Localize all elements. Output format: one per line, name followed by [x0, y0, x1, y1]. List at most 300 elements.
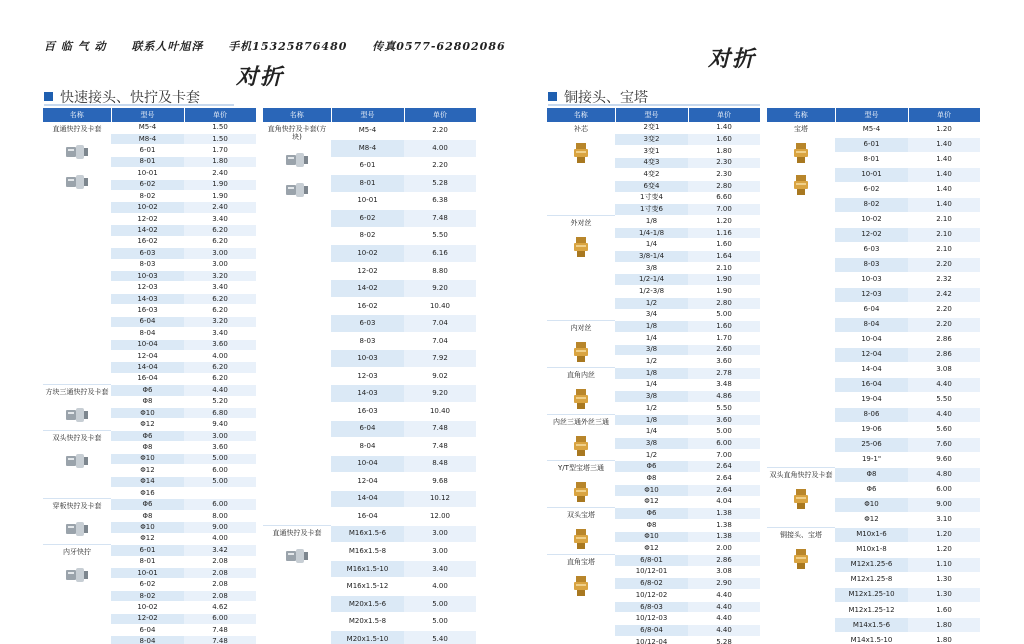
price-cell: 2.32 [908, 272, 980, 287]
product-group-cell [547, 554, 615, 644]
price-cell: 3.60 [688, 356, 760, 368]
pneumatic-fitting-icon [64, 518, 90, 542]
model-cell: Φ6 [111, 430, 184, 441]
model-cell: Φ12 [111, 533, 184, 544]
col-header-model: 型号 [331, 108, 404, 122]
product-group-cell [547, 216, 615, 321]
price-cell: 5.00 [184, 476, 256, 487]
product-group-name: 直通快拧及卡套 [52, 125, 102, 133]
model-cell: Φ8 [615, 473, 688, 485]
price-cell: 2.90 [688, 578, 760, 590]
model-cell: 12-04 [111, 350, 184, 361]
model-cell: 14-04 [331, 490, 404, 508]
model-cell: 10/12-01 [615, 566, 688, 578]
table-row [263, 122, 476, 140]
model-cell: 10-02 [111, 202, 184, 213]
price-cell: 6.20 [184, 293, 256, 304]
col-header-price: 单价 [184, 108, 256, 122]
price-cell: 5.00 [404, 613, 476, 631]
product-group-cell [547, 508, 615, 555]
model-cell: Φ10 [615, 484, 688, 496]
model-cell: Φ8 [111, 396, 184, 407]
product-group-cell [547, 367, 615, 414]
price-cell: 1.30 [908, 572, 980, 587]
table-row [547, 461, 760, 473]
price-cell: 2.08 [184, 556, 256, 567]
price-cell: 5.28 [688, 636, 760, 644]
price-cell: 2.64 [688, 484, 760, 496]
model-cell: 10-02 [331, 245, 404, 263]
price-cell: 1.38 [688, 508, 760, 520]
model-cell: 6/8-01 [615, 554, 688, 566]
model-cell: 10-03 [835, 272, 908, 287]
model-cell: 16-04 [835, 377, 908, 392]
model-cell: 6-01 [111, 145, 184, 156]
product-group-name: 内对丝 [570, 324, 592, 333]
table-row [43, 499, 256, 510]
product-group-cell [43, 545, 111, 644]
price-cell: 2.86 [688, 554, 760, 566]
model-cell: 6-04 [111, 625, 184, 636]
section-bullet-icon [548, 92, 557, 101]
price-cell: 8.48 [404, 455, 476, 473]
price-cell: 4.00 [184, 533, 256, 544]
model-cell: 10-03 [331, 350, 404, 368]
price-cell: 3.08 [688, 566, 760, 578]
price-cell: 1.60 [688, 239, 760, 251]
product-group-cell [43, 430, 111, 499]
model-cell: Φ6 [615, 461, 688, 473]
col-header-name: 名称 [43, 108, 111, 122]
product-group-name: 直角内丝 [567, 370, 595, 379]
price-cell: 4.40 [184, 385, 256, 396]
price-cell: 2.20 [908, 317, 980, 332]
brass-fitting-icon [570, 340, 592, 366]
model-cell: 10-01 [111, 168, 184, 179]
model-cell: 6/8-03 [615, 601, 688, 613]
pneumatic-fitting-icon [284, 179, 310, 203]
model-cell: 1/4 [615, 332, 688, 344]
model-cell: Φ8 [615, 519, 688, 531]
company-name: 百 临 气 动 [44, 40, 107, 53]
product-group-name: 双头直角快拧及卡套 [769, 470, 833, 479]
model-cell: 8-01 [835, 152, 908, 167]
price-cell: 1.90 [688, 274, 760, 286]
price-cell: 3.00 [184, 259, 256, 270]
price-cell: 7.48 [404, 210, 476, 228]
price-cell: 4.40 [688, 590, 760, 602]
model-cell: M20x1.5-8 [331, 613, 404, 631]
model-cell: M14x1.5-6 [835, 618, 908, 633]
model-cell: Φ6 [835, 482, 908, 497]
model-cell: 1/2-3/8 [615, 286, 688, 298]
model-cell: 1/2 [615, 449, 688, 461]
model-cell: 8-03 [111, 259, 184, 270]
model-cell: 1/2 [615, 297, 688, 309]
price-cell: 2.20 [404, 122, 476, 140]
model-cell: 6-03 [835, 242, 908, 257]
price-cell: 9.00 [184, 522, 256, 533]
model-cell: 12-02 [835, 227, 908, 242]
price-cell: 5.60 [908, 422, 980, 437]
product-group-name: 外对丝 [570, 219, 592, 227]
price-cell: 2.10 [908, 242, 980, 257]
table-row [43, 430, 256, 441]
price-cell: 1.60 [908, 603, 980, 618]
price-cell: 3.00 [404, 525, 476, 543]
table-row [43, 122, 256, 133]
col-header-name: 名称 [263, 108, 331, 122]
model-cell: 6-01 [835, 137, 908, 152]
price-cell: 1.80 [688, 145, 760, 157]
price-cell: 12.00 [404, 508, 476, 526]
price-cell: 5.00 [688, 309, 760, 321]
model-cell: Φ10 [111, 522, 184, 533]
price-cell: 5.20 [184, 396, 256, 407]
model-cell: 6-02 [835, 182, 908, 197]
model-cell: 3/8-1/4 [615, 251, 688, 263]
product-group-name: 宝塔 [794, 125, 808, 133]
model-cell: 14-04 [835, 362, 908, 377]
model-cell: Φ6 [111, 499, 184, 510]
brass-fitting-icon [790, 141, 812, 167]
price-cell: 6.38 [404, 192, 476, 210]
price-cell: 2.40 [184, 202, 256, 213]
price-cell: 2.80 [688, 297, 760, 309]
model-cell: 6/8-04 [615, 625, 688, 637]
model-cell: 10-02 [111, 602, 184, 613]
pneumatic-fitting-icon [64, 450, 90, 474]
model-cell: M20x1.5-10 [331, 630, 404, 644]
price-cell: 6.00 [184, 465, 256, 476]
price-cell: 1.40 [908, 152, 980, 167]
table-row [43, 385, 256, 396]
price-cell: 1.40 [908, 182, 980, 197]
model-cell: 8-03 [331, 332, 404, 350]
model-cell: 10-04 [331, 455, 404, 473]
model-cell: 10-04 [835, 332, 908, 347]
mobile-number: 手机15325876480 [228, 40, 348, 53]
price-cell: 3.20 [184, 270, 256, 281]
price-cell: 2.42 [908, 287, 980, 302]
price-cell: 1.30 [908, 587, 980, 602]
model-cell: Φ10 [111, 453, 184, 464]
price-cell: 2.08 [184, 590, 256, 601]
model-cell: 14-04 [111, 362, 184, 373]
price-cell: 1.38 [688, 531, 760, 543]
price-cell: 3.40 [184, 213, 256, 224]
price-cell: 1.20 [908, 122, 980, 137]
model-cell: 1/4-1/8 [615, 227, 688, 239]
model-cell: 3/8 [615, 344, 688, 356]
product-group-name: 双头宝塔 [567, 511, 595, 520]
price-cell: 1.20 [688, 216, 760, 228]
section-bullet-icon [44, 92, 53, 101]
model-cell: 3变2 [615, 134, 688, 146]
table-row [767, 467, 980, 482]
brass-fitting-icon [790, 173, 812, 199]
price-cell: 10.12 [404, 490, 476, 508]
model-cell: 3/8 [615, 262, 688, 274]
model-cell: Φ12 [835, 512, 908, 527]
price-cell: 5.00 [688, 426, 760, 438]
model-cell: 6变4 [615, 180, 688, 192]
model-cell: 12-04 [331, 473, 404, 491]
price-cell: 7.48 [184, 625, 256, 636]
fold-mark-left: 对折 [236, 64, 285, 90]
price-cell: 3.40 [404, 560, 476, 578]
table-row [547, 367, 760, 379]
table-row [547, 414, 760, 426]
price-cell: 4.40 [688, 601, 760, 613]
model-cell: M12x1.25-10 [835, 587, 908, 602]
price-cell: 6.16 [404, 245, 476, 263]
model-cell: 2变1 [615, 122, 688, 134]
model-cell: 3/4 [615, 309, 688, 321]
col-header-name: 名称 [767, 108, 835, 122]
model-cell: 8-04 [331, 438, 404, 456]
price-table-elbow-connectors [263, 108, 477, 644]
brass-fitting-icon [570, 480, 592, 506]
price-cell: 2.10 [688, 262, 760, 274]
price-cell: 2.78 [688, 367, 760, 379]
brass-fitting-icon [570, 235, 592, 261]
price-cell: 3.60 [184, 442, 256, 453]
price-cell: 6.00 [184, 613, 256, 624]
model-cell: M14x1.5-10 [835, 633, 908, 644]
product-group-cell [263, 122, 331, 525]
model-cell: 19-06 [835, 422, 908, 437]
brass-fitting-icon [570, 387, 592, 413]
price-cell: 1.70 [688, 332, 760, 344]
model-cell: M5-4 [835, 122, 908, 137]
contact-person: 联系人叶旭泽 [131, 40, 204, 53]
model-cell: Φ8 [111, 442, 184, 453]
price-cell: 2.08 [184, 579, 256, 590]
model-cell: 14-03 [111, 293, 184, 304]
price-cell: 7.48 [404, 438, 476, 456]
model-cell: 1寸变4 [615, 192, 688, 204]
model-cell: 8-01 [331, 175, 404, 193]
model-cell: 8-03 [835, 257, 908, 272]
model-cell: 16-03 [331, 403, 404, 421]
model-cell: 6-02 [331, 210, 404, 228]
price-cell: 8.80 [404, 262, 476, 280]
product-group-cell [767, 467, 835, 527]
price-cell: 3.40 [184, 328, 256, 339]
product-group-name: 双头快拧及卡套 [52, 433, 102, 442]
price-cell: 10.40 [404, 403, 476, 421]
model-cell: 10/12-02 [615, 590, 688, 602]
product-group-name: Y/T型宝塔三通 [558, 464, 604, 473]
price-cell: 3.20 [184, 316, 256, 327]
model-cell: 6-04 [331, 420, 404, 438]
price-cell: 9.20 [404, 280, 476, 298]
price-cell: 2.64 [688, 473, 760, 485]
model-cell: Φ6 [111, 385, 184, 396]
model-cell: M5-4 [111, 122, 184, 133]
model-cell: 8-01 [111, 156, 184, 167]
model-cell: 8-06 [835, 407, 908, 422]
price-cell: 4.00 [404, 578, 476, 596]
model-cell: 19-04 [835, 392, 908, 407]
model-cell: 8-01 [111, 556, 184, 567]
brass-fitting-icon [790, 547, 812, 573]
model-cell: 6-03 [331, 315, 404, 333]
model-cell: 12-03 [331, 367, 404, 385]
model-cell: Φ12 [111, 419, 184, 430]
model-cell: Φ12 [615, 496, 688, 508]
price-cell: 2.10 [908, 212, 980, 227]
price-table-quick-connectors [43, 108, 257, 644]
price-cell: 1.90 [184, 191, 256, 202]
price-cell: 7.48 [184, 636, 256, 644]
model-cell: 1/8 [615, 216, 688, 228]
price-cell: 2.80 [688, 180, 760, 192]
price-cell: 4.40 [908, 377, 980, 392]
price-cell: 1.38 [688, 519, 760, 531]
model-cell: M8-4 [331, 140, 404, 158]
price-cell: 2.10 [908, 227, 980, 242]
price-cell: 7.92 [404, 350, 476, 368]
product-group-cell [767, 122, 835, 467]
price-cell: 9.00 [908, 497, 980, 512]
price-cell: 2.64 [688, 461, 760, 473]
price-cell: 5.50 [404, 227, 476, 245]
table-row [767, 527, 980, 542]
price-cell: 2.20 [404, 157, 476, 175]
brass-fitting-icon [570, 141, 592, 167]
price-cell: 5.00 [404, 595, 476, 613]
model-cell: 6-02 [111, 179, 184, 190]
model-cell: 14-03 [331, 385, 404, 403]
table-row [43, 545, 256, 556]
product-group-name: 内丝三通外丝三通 [553, 417, 609, 426]
price-cell: 6.60 [688, 192, 760, 204]
model-cell: 8-04 [835, 317, 908, 332]
price-cell: 6.20 [184, 225, 256, 236]
price-cell: 4.62 [184, 602, 256, 613]
pneumatic-fitting-icon [284, 545, 310, 569]
price-cell: 1.20 [908, 542, 980, 557]
price-cell: 3.48 [688, 379, 760, 391]
col-header-model: 型号 [615, 108, 688, 122]
product-group-cell [767, 527, 835, 644]
model-cell: 1/8 [615, 321, 688, 333]
model-cell: 10-01 [835, 167, 908, 182]
model-cell: 16-03 [111, 305, 184, 316]
model-cell: Φ16 [111, 488, 184, 499]
price-cell: 1.40 [688, 122, 760, 134]
product-group-name: 铜接头、宝塔 [780, 530, 822, 539]
price-cell: 3.60 [688, 414, 760, 426]
price-cell: 4.00 [404, 140, 476, 158]
model-cell: M5-4 [331, 122, 404, 140]
table-row [547, 554, 760, 566]
section-title-right [548, 89, 760, 106]
model-cell: 10-03 [111, 270, 184, 281]
model-cell: 6-02 [111, 579, 184, 590]
price-cell: 4.40 [688, 613, 760, 625]
price-cell: 9.68 [404, 473, 476, 491]
col-header-price: 单价 [688, 108, 760, 122]
price-cell: 1.16 [688, 227, 760, 239]
price-cell: 2.30 [688, 169, 760, 181]
price-cell: 5.28 [404, 175, 476, 193]
price-cell: 4.80 [908, 467, 980, 482]
price-cell: 3.10 [908, 512, 980, 527]
price-cell: 3.42 [184, 545, 256, 556]
product-group-name: 直角快拧及卡套(方块) [267, 125, 327, 142]
price-cell: 5.50 [908, 392, 980, 407]
section-right-label: 铜接头、宝塔 [564, 89, 648, 106]
model-cell: 4变2 [615, 169, 688, 181]
model-cell: Φ14 [111, 476, 184, 487]
model-cell: 6-01 [111, 545, 184, 556]
price-cell: 7.60 [908, 437, 980, 452]
model-cell: M8-4 [111, 133, 184, 144]
model-cell: 10/12-03 [615, 613, 688, 625]
model-cell: M16x1.5-6 [331, 525, 404, 543]
fold-mark-right: 对折 [708, 46, 757, 72]
model-cell: Φ12 [615, 543, 688, 555]
price-cell: 1.90 [184, 179, 256, 190]
price-cell: 2.20 [908, 257, 980, 272]
price-cell: 1.10 [908, 557, 980, 572]
model-cell: 10-01 [111, 567, 184, 578]
model-cell: 1/2 [615, 356, 688, 368]
model-cell: 6-04 [835, 302, 908, 317]
model-cell: 1/4 [615, 239, 688, 251]
price-cell: 7.00 [688, 204, 760, 216]
brass-fitting-icon [570, 527, 592, 553]
col-header-model: 型号 [111, 108, 184, 122]
model-cell: M20x1.5-6 [331, 595, 404, 613]
model-cell: Φ10 [835, 497, 908, 512]
price-cell: 3.00 [184, 248, 256, 259]
model-cell: Φ10 [111, 408, 184, 419]
table-row [263, 525, 476, 543]
price-cell: 1.20 [908, 527, 980, 542]
model-cell: 8-02 [111, 590, 184, 601]
price-cell: 2.30 [688, 157, 760, 169]
model-cell: 12-03 [835, 287, 908, 302]
model-cell: 1/8 [615, 414, 688, 426]
price-cell: 1.80 [908, 618, 980, 633]
price-cell: 6.20 [184, 236, 256, 247]
price-cell: 2.00 [688, 543, 760, 555]
product-group-name: 补芯 [574, 125, 588, 133]
price-cell: 4.86 [688, 391, 760, 403]
price-cell: 6.20 [184, 305, 256, 316]
product-group-cell [43, 385, 111, 431]
price-cell: 7.00 [688, 449, 760, 461]
model-cell: 25-06 [835, 437, 908, 452]
col-header-price: 单价 [404, 108, 476, 122]
price-cell: 2.86 [908, 347, 980, 362]
table-row [547, 321, 760, 333]
table-row [767, 122, 980, 137]
price-cell: 3.08 [908, 362, 980, 377]
pneumatic-fitting-icon [64, 404, 90, 428]
price-cell: 2.20 [908, 302, 980, 317]
model-cell: Φ10 [615, 531, 688, 543]
price-cell: 9.20 [404, 385, 476, 403]
price-cell: 2.40 [184, 168, 256, 179]
model-cell: M12x1.25-12 [835, 603, 908, 618]
col-header-model: 型号 [835, 108, 908, 122]
model-cell: M12x1.25-6 [835, 557, 908, 572]
